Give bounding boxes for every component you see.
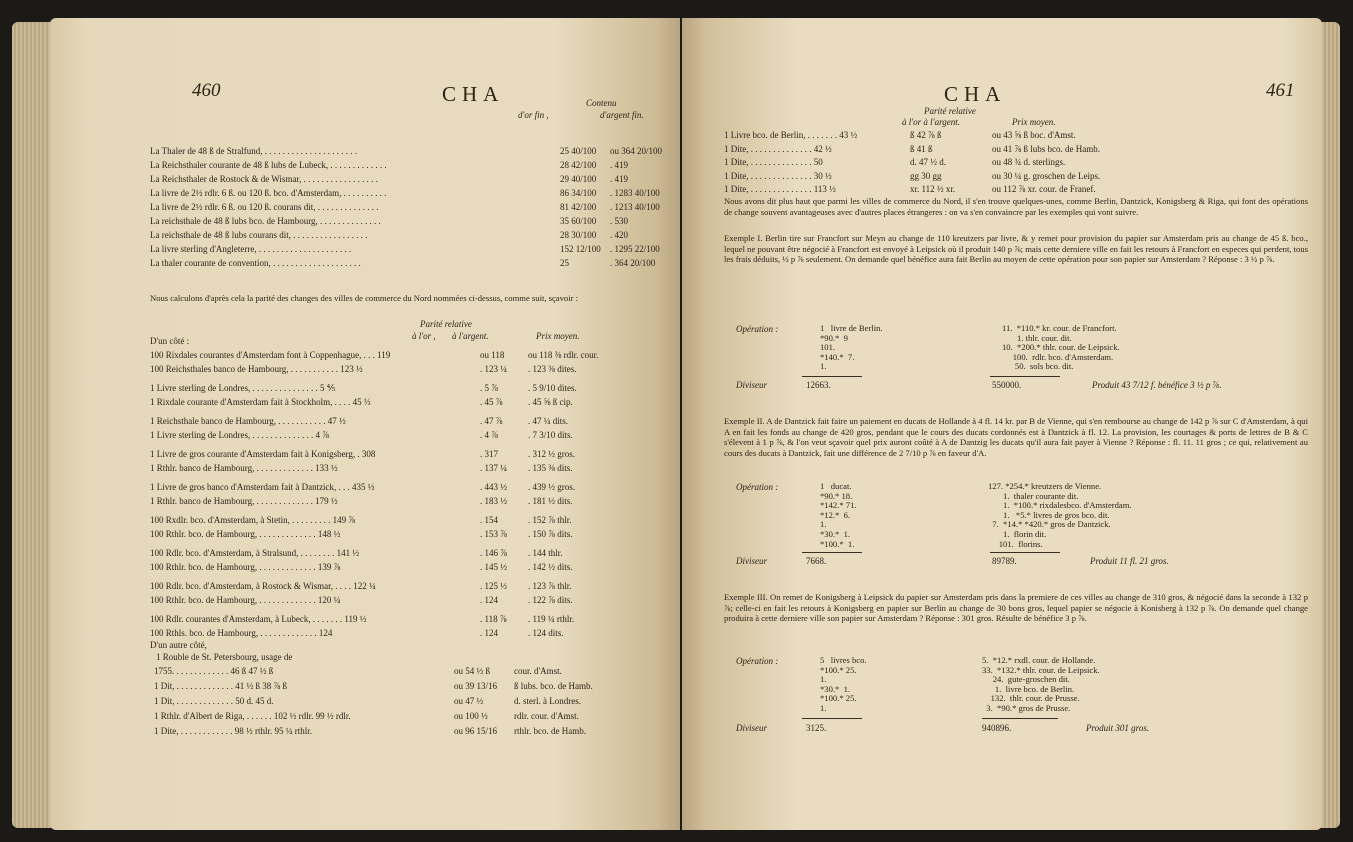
op1-total: 550000. <box>992 380 1022 390</box>
row-argent: . 419 <box>610 174 628 184</box>
row-c: . 152 ⅞ thlr. <box>528 515 572 525</box>
table-row <box>150 202 670 213</box>
row-b: . 123 ¼ <box>480 363 507 374</box>
row-b: . 317 <box>480 449 498 459</box>
row-label: 100 Reichsthales banco de Hambourg, . . . . . . . . . . . 123 ½ <box>150 363 363 374</box>
row-label: La Reichsthaler de Rostock & de Wismar, . . . . . . . . . . . . . . . . . <box>150 174 378 184</box>
op-line: 11. *110.* kr. cour. de Francfort. <box>1002 323 1117 333</box>
table-row <box>150 515 670 526</box>
example-1: Exemple I. Berlin tire sur Francfort sur Meyn au change de 110 kreutzers par livre, & y remet pour provision du papier sur Amsterdam pris au change de 45 ß. bco., lequel ne pouvant être négocié à Francfort est envoyé à Leipsick où il produit 140 p ⅞; mais cette derniere ville en fait les retours à Francfort en especes qui perdent, tous les frais déduits, ½ p ⅞ seulement. On demande quel bénéfice aura fait Berlin au moyen de cette opération pour son papier sur Amsterdam ? Réponse : 3 ½ p ⅞. <box>724 233 1308 265</box>
op2-rule-left <box>802 552 862 553</box>
table-row <box>150 244 670 255</box>
row-or: 35 60/100 <box>560 216 597 226</box>
row-b: ou 100 ½ <box>454 711 488 721</box>
row-label: 1 Rixdale courante d'Amsterdam fait à Stockholm, . . . . 45 ⅓ <box>150 396 371 407</box>
op3-left-column <box>820 656 867 714</box>
row-c: . 312 ½ gros. <box>528 449 575 459</box>
row-b: ß 41 ß <box>910 143 933 154</box>
op-line: 1. livre bco. de Berlin. <box>982 683 1075 694</box>
row-c: . 123 ⅞ thlr. <box>528 581 572 591</box>
row-label: 100 Rdlr. bco. d'Amsterdam, à Rostock & Wismar, . . . . 122 ¼ <box>150 581 376 591</box>
op1-divisor-label: Diviseur <box>736 380 767 390</box>
row-c: ß lubs. bco. de Hamb. <box>514 681 593 691</box>
row-label: 1 Dite, . . . . . . . . . . . . . . 42 ½ <box>724 143 832 154</box>
row-label: 100 Rxdlr. bco. d'Amsterdam, à Stetin, . . . . . . . . . 149 ⅞ <box>150 515 356 525</box>
table-row <box>150 548 670 559</box>
row-argent: . 420 <box>610 230 628 240</box>
table-row <box>150 146 670 157</box>
table-row <box>724 144 1314 155</box>
op-line: *100.* 1. <box>820 538 855 549</box>
op1-right-column <box>1002 324 1120 372</box>
row-or: 152 12/100 <box>560 244 601 254</box>
op1-produit: Produit 43 7/12 f. bénéfice 3 ½ p ⅞. <box>1092 380 1222 390</box>
op2-divisor: 7668. <box>806 556 827 566</box>
op2-rule-right <box>990 552 1060 553</box>
row-c: . 7 3/10 dits. <box>528 429 573 440</box>
row-label: La livre de 2½ rdlr. 6 ß. ou 120 ß. courans dit, . . . . . . . . . . . . . . <box>150 202 379 212</box>
row-or: 25 40/100 <box>560 146 597 156</box>
op-line: 1. *5.* livres de gros bco. dit. <box>988 509 1110 520</box>
left-page <box>50 18 680 830</box>
row-label: 1 Livre sterling de Londres, . . . . . . . . . . . . . . 4 ⅞ <box>150 429 329 440</box>
row-c: . 123 ⅜ dites. <box>528 363 577 374</box>
row-label: 1 Dite, . . . . . . . . . . . . . . 30 ½ <box>724 170 832 181</box>
op-line: 1. florin dit. <box>988 528 1047 539</box>
intro-paragraph: Nous calculons d'après cela la parité des changes des villes de commerce du Nord nommées ci-dessus, comme suit, sçavoir : <box>150 293 579 303</box>
row-argent: . 1283 40/100 <box>610 188 660 198</box>
row-label: 100 Rthlr. bco. de Hambourg, . . . . . . . . . . . . . 148 ½ <box>150 528 341 539</box>
table-row <box>154 696 674 707</box>
row-label: 1 Rthlr. banco de Hambourg, . . . . . . . . . . . . . 179 ½ <box>150 495 338 506</box>
example-2: Exemple II. A de Dantzick fait faire un paiement en ducats de Hollande à 4 fl. 14 kr. par B de Vienne, qui s'en rembourse au change de 142 p ⅞ sur C d'Amsterdam, à qui A en fait les fonds au change de 420 gros, pendant que le cours des ducats cordonnés est à Dantzick à fl. 12. La provision, les courtages & ports de lettres de B & C s'élevent à 1 p ⅞, & l'on veut sçavoir quel prix auront coûté à A de Dantzig les ducats qu'il aura fait payer à Vienne ? Réponse : fl. 11. 11 gros ; ce qui, relativement au cours des ducats à Dantzick, fait une différence de 2 7/10 p ⅞ en faveur d'A. <box>724 416 1308 458</box>
op1-label: Opération : <box>736 324 779 334</box>
op-line: 1 livre de Berlin. <box>820 323 883 333</box>
row-b: ß 42 ⅞ ß <box>910 130 942 140</box>
row-label: La thaler courante de convention, . . . . . . . . . . . . . . . . . . . . <box>150 258 361 268</box>
row-label: 1 Reichsthale banco de Hambourg, . . . . . . . . . . . 47 ½ <box>150 416 346 426</box>
row-label: La Reichsthaler courante de 48 ß lubs de Lubeck, . . . . . . . . . . . . . <box>150 160 387 170</box>
op-line: 1. <box>820 519 827 530</box>
row-c: ou 43 ⅝ ß boc. d'Amst. <box>992 130 1076 140</box>
dun-cote: D'un côté : <box>150 336 190 346</box>
op3-rule-right <box>982 718 1058 719</box>
table-row <box>150 230 670 241</box>
row-or: 28 30/100 <box>560 230 597 240</box>
op3-label: Opération : <box>736 656 779 666</box>
row-c: . 122 ⅞ dits. <box>528 594 573 605</box>
table-row <box>150 496 670 507</box>
row-argent: ou 364 20/100 <box>610 146 663 156</box>
op2-divisor-label: Diviseur <box>736 556 767 566</box>
page-header: CHA <box>442 82 505 106</box>
row-label: 1 Dite, . . . . . . . . . . . . . . 50 <box>724 157 823 167</box>
row-b: . 118 ⅞ <box>480 614 507 624</box>
op-line: 1. thaler courante dit. <box>988 490 1079 501</box>
row-argent: . 1295 22/100 <box>610 244 660 254</box>
table-row <box>150 364 670 375</box>
op3-divisor-label: Diviseur <box>736 723 767 733</box>
table-row <box>150 595 670 606</box>
rouble-line: 1 Rouble de St. Petersbourg, usage de <box>156 652 293 662</box>
row-c: rthlr. bco. de Hamb. <box>514 726 586 736</box>
parite-sub: à l'or à l'argent. <box>902 117 961 127</box>
row-c: . 124 dits. <box>528 627 564 638</box>
op-line: 24. gute-groschen dit. <box>982 674 1070 685</box>
table-row <box>724 184 1314 195</box>
op2-produit: Produit 11 fl. 21 gros. <box>1090 556 1169 566</box>
row-label: 100 Rdlr. courantes d'Amsterdam, à Lubeck, . . . . . . . 119 ½ <box>150 614 367 624</box>
row-b: . 145 ½ <box>480 561 507 572</box>
row-b: . 124 <box>480 627 498 638</box>
row-c: cour. d'Amst. <box>514 666 562 676</box>
row-or: 28 42/100 <box>560 160 597 170</box>
row-b: . 153 ⅞ <box>480 528 507 539</box>
row-label: 1 Dite, . . . . . . . . . . . . . . 113 ½ <box>724 184 836 194</box>
row-b: d. 47 ½ d. <box>910 157 946 167</box>
table-row <box>150 383 670 394</box>
row-label: 1 Livre sterling de Londres, . . . . . . . . . . . . . . . 5 ⅘ <box>150 383 336 393</box>
row-or: 86 34/100 <box>560 188 597 198</box>
table-row <box>150 430 670 441</box>
row-c: . 45 ⅝ ß cip. <box>528 396 573 407</box>
table-row <box>150 529 670 540</box>
row-label: La reichsthale de 48 ß lubs bco. de Hambourg, . . . . . . . . . . . . . . <box>150 216 381 226</box>
row-label: 100 Rthls. bco. de Hambourg, . . . . . . . . . . . . . 124 <box>150 627 333 638</box>
row-label: 1 Rthlr. d'Albert de Riga, . . . . . . 102 ½ rdlr. 99 ½ rdlr. <box>154 711 351 721</box>
op-line: 5. *12.* rxdl. cour. de Hollande. <box>982 655 1096 665</box>
op3-right-column <box>982 656 1100 714</box>
row-b: ou 96 15/16 <box>454 726 498 736</box>
op-line: *12.* 6. <box>820 509 851 520</box>
table-row <box>150 416 670 427</box>
row-label: 100 Rdlr. bco. d'Amsterdam, à Stralsund, . . . . . . . . 141 ½ <box>150 548 360 558</box>
op3-divisor: 3125. <box>806 723 827 733</box>
row-b: ou 39 13/16 <box>454 681 498 691</box>
op3-rule-left <box>802 718 862 719</box>
row-b: ou 47 ½ <box>454 696 484 706</box>
dun-autre: D'un autre côté, <box>150 640 207 650</box>
op-line: *90.* 18. <box>820 490 853 501</box>
row-c: . 150 ⅞ dits. <box>528 528 573 539</box>
row-label: 1 Livre de gros courante d'Amsterdam fait à Konigsberg, . 308 <box>150 449 376 459</box>
row-b: . 5 ⅞ <box>480 383 498 393</box>
row-b: . 137 ¼ <box>480 462 507 473</box>
table-row <box>150 628 670 639</box>
op3-total: 940896. <box>982 723 1012 733</box>
op-line: 1. <box>820 674 827 685</box>
row-c: . 5 9/10 dites. <box>528 383 577 393</box>
op1-left-column <box>820 324 883 372</box>
row-b: . 125 ½ <box>480 581 507 591</box>
op-line: 1. *100.* rixdalesbco. d'Amsterdam. <box>988 500 1132 511</box>
table-row <box>150 614 670 625</box>
row-b: . 124 <box>480 594 498 605</box>
op-line: *30.* 1. <box>820 683 851 694</box>
row-c: ou 112 ⅞ xr. cour. de Franef. <box>992 184 1096 194</box>
row-argent: . 419 <box>610 160 628 170</box>
row-argent: . 1213 40/100 <box>610 202 660 212</box>
op-line: 50. sols bco. dit. <box>1002 361 1074 372</box>
table-row <box>150 449 670 460</box>
table-row <box>150 350 670 361</box>
row-label: La reichsthale de 48 ß lubs courans dit, . . . . . . . . . . . . . . . . . <box>150 230 368 240</box>
table-row <box>150 160 670 171</box>
page-header: CHA <box>944 82 1007 106</box>
op-line: 101. florins. <box>988 538 1043 549</box>
row-c: rdlr. cour. d'Amst. <box>514 711 579 721</box>
row-label: 1 Dit, . . . . . . . . . . . . . 50 d. 45 d. <box>154 696 274 706</box>
table-row <box>150 258 670 269</box>
op2-left-column <box>820 482 857 549</box>
op-line: 101. <box>820 342 836 353</box>
op-line: 100. rdlr. bco. d'Amsterdam. <box>1002 351 1114 362</box>
op-line: *100.* 25. <box>820 664 857 675</box>
paragraph-1: Nous avons dit plus haut que parmi les villes de commerce du Nord, il s'en trouve quelques-unes, comme Berlin, Dantzick, Konigsberg & Riga, qui font des opérations de change souvent avantageuses avec d'autres places étrangeres : on va s'en convaincre par les exemples qui vont suivre. <box>724 196 1308 217</box>
parite-title: Parité relative <box>924 106 976 116</box>
col-head-contenu: Contenu <box>586 98 617 108</box>
row-label: 1 Dit, . . . . . . . . . . . . . 41 ½ ß 38 ⅞ ß <box>154 681 288 691</box>
row-label: 100 Rthlr. bco. de Hambourg, . . . . . . . . . . . . . 120 ¼ <box>150 594 341 605</box>
op1-divisor: 12663. <box>806 380 831 390</box>
table-row <box>150 482 670 493</box>
row-label: 1755. . . . . . . . . . . . . 46 ß 47 ½ ß <box>154 666 274 676</box>
row-label: 1 Dite, . . . . . . . . . . . . 98 ½ rthlr. 95 ¼ rthlr. <box>154 726 312 736</box>
op-line: 33. *132.* thlr. cour. de Leipsick. <box>982 664 1100 675</box>
row-c: . 47 ¼ dits. <box>528 416 569 426</box>
row-b: ou 118 <box>480 350 505 360</box>
table-row <box>154 726 674 737</box>
op3-produit: Produit 301 gros. <box>1086 723 1150 733</box>
row-c: . 135 ⅜ dits. <box>528 462 573 473</box>
row-b: . 443 ½ <box>480 482 507 492</box>
op-line: 7. *14.* *420.* gros de Dantzick. <box>988 519 1111 530</box>
col-head-or: d'or fin , <box>518 110 549 120</box>
row-b: . 154 <box>480 515 498 525</box>
table-row <box>150 562 670 573</box>
table-row <box>150 216 670 227</box>
table-row <box>724 171 1314 182</box>
row-b: . 45 ⅞ <box>480 396 503 407</box>
op-line: 1. thlr. cour. dit. <box>1002 332 1072 343</box>
row-c: . 439 ½ gros. <box>528 482 575 492</box>
example-3: Exemple III. On remet de Konigsberg à Leipsick du papier sur Amsterdam pris dans la premiere de ces villes au change de 310 gros, & négocié dans la seconde à 132 p ⅞; celle-ci en fait les retours à Konigsberg en papier sur Berlin au change de 30 bons gros, lequel papier se négocie à Konisberg à 132 p ⅞. On demande quel change produira à cette derniere ville son papier sur Amsterdam ? Réponse : 301 gros. Résulte de bénéfice 3 p ⅞. <box>724 592 1308 624</box>
row-argent: . 530 <box>610 216 628 226</box>
row-label: La Thaler de 48 ß de Stralfund, . . . . . . . . . . . . . . . . . . . . . <box>150 146 358 156</box>
table-row <box>150 188 670 199</box>
parite-or: à l'or , <box>412 331 436 341</box>
row-c: ou 30 ¼ g. groschen de Leips. <box>992 170 1101 181</box>
table-row <box>150 397 670 408</box>
row-c: ou 41 ⅞ ß lubs bco. de Hamb. <box>992 143 1100 154</box>
row-label: La livre de 2½ rdlr. 6 ß. ou 120 ß. bco. d'Amsterdam, . . . . . . . . . . <box>150 188 387 198</box>
op-line: 127. *254.* kreutzers de Vienne. <box>988 481 1102 491</box>
table-row <box>150 174 670 185</box>
row-b: gg 30 gg <box>910 170 942 181</box>
row-label: 100 Rixdales courantes d'Amsterdam font à Coppenhague, . . . 119 <box>150 350 391 360</box>
row-b: . 146 ⅞ <box>480 548 507 558</box>
row-b: . 4 ⅞ <box>480 429 498 440</box>
op-line: *90.* 9 <box>820 332 848 343</box>
table-row <box>150 463 670 474</box>
row-label: 1 Livre de gros banco d'Amsterdam fait à Dantzick, . . . 435 ½ <box>150 482 375 492</box>
op-line: 1. <box>820 702 827 713</box>
page-number: 460 <box>192 80 221 101</box>
book-spread <box>12 8 1342 836</box>
op2-label: Opération : <box>736 482 779 492</box>
row-label: La livre sterling d'Angleterre, . . . . . . . . . . . . . . . . . . . . . <box>150 244 352 254</box>
row-c: . 119 ¼ rthlr. <box>528 614 575 624</box>
row-b: ou 54 ½ ß <box>454 666 490 676</box>
table-row <box>154 711 674 722</box>
op-line: 10. *200.* thlr. cour. de Leipsick. <box>1002 342 1120 353</box>
op-line: *100.* 25. <box>820 693 857 704</box>
parite-title: Parité relative <box>420 319 472 329</box>
row-b: . 183 ½ <box>480 495 507 506</box>
row-b: . 47 ⅞ <box>480 416 503 426</box>
row-or: 29 40/100 <box>560 174 597 184</box>
row-c: d. sterl. à Londres. <box>514 696 581 706</box>
op-line: *140.* 7. <box>820 351 855 362</box>
op-line: 5 livres bco. <box>820 655 867 665</box>
table-row <box>724 130 1314 141</box>
table-row <box>154 666 674 677</box>
op-line: 1. <box>820 361 827 372</box>
table-row <box>150 581 670 592</box>
row-b: xr. 112 ½ xr. <box>910 184 956 194</box>
row-c: ou 48 ¾ d. sterlings. <box>992 157 1066 167</box>
table-row <box>724 157 1314 168</box>
parite-argent: à l'argent. <box>452 331 489 341</box>
row-label: 1 Rthlr. banco de Hambourg, . . . . . . . . . . . . . 133 ½ <box>150 462 338 473</box>
op-line: *30.* 1. <box>820 528 851 539</box>
row-label: 1 Livre bco. de Berlin, . . . . . . . 43 ½ <box>724 130 858 140</box>
row-argent: . 364 20/100 <box>610 258 656 268</box>
op-line: 1 ducat. <box>820 481 852 491</box>
row-or: 81 42/100 <box>560 202 597 212</box>
op-line: *142.* 71. <box>820 500 857 511</box>
op1-rule-left <box>802 376 862 377</box>
table-row <box>154 681 674 692</box>
prix-moyen: Prix moyen. <box>536 331 580 341</box>
col-head-argent: d'argent fin. <box>600 110 644 120</box>
row-c: . 142 ½ dits. <box>528 561 573 572</box>
row-label: 100 Rthlr. bco. de Hambourg, . . . . . . . . . . . . . 139 ⅞ <box>150 561 341 572</box>
page-number: 461 <box>1266 80 1295 101</box>
op2-total: 89789. <box>992 556 1017 566</box>
op-line: 3. *90.* gros de Prusse. <box>982 702 1071 713</box>
prix-moyen: Prix moyen. <box>1012 117 1056 127</box>
page-edges-left <box>12 22 52 828</box>
row-or: 25 <box>560 258 569 268</box>
row-c: ou 118 ⅜ rdlr. cour. <box>528 350 599 360</box>
row-c: . 181 ½ dits. <box>528 495 573 506</box>
right-page <box>682 18 1322 830</box>
row-c: . 144 thlr. <box>528 548 563 558</box>
op-line: 132. thlr. cour. de Prusse. <box>982 693 1080 704</box>
op2-right-column <box>988 482 1132 549</box>
op1-rule-right <box>990 376 1060 377</box>
